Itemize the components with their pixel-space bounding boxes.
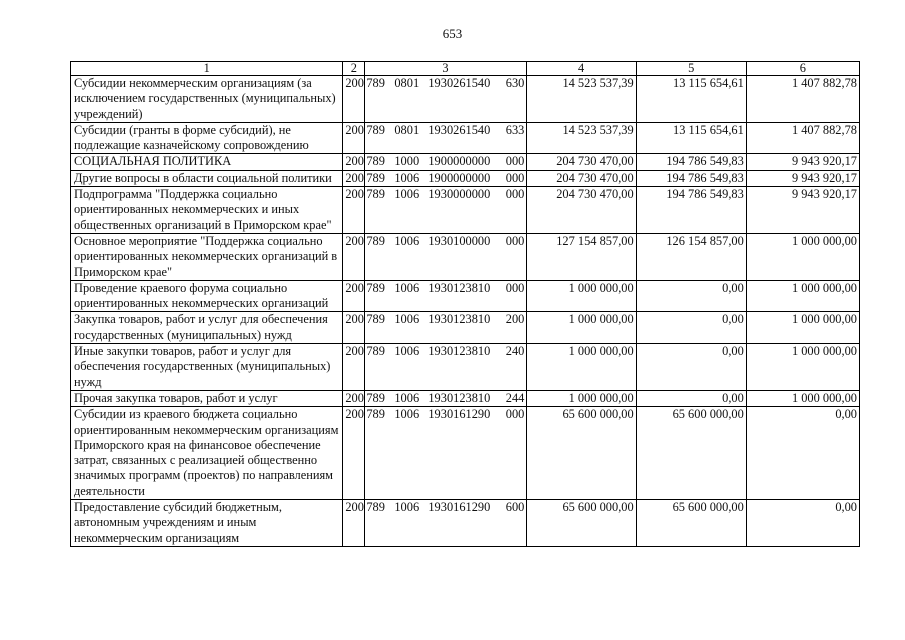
- row-amount-6-cell: 0,00: [746, 500, 859, 547]
- code-segment-3: 1930000000: [428, 187, 491, 202]
- row-classification-cell: [365, 390, 526, 406]
- code-segment-4: 630: [505, 76, 525, 90]
- budget-table: [70, 61, 860, 547]
- row-classification-cell: [365, 187, 526, 234]
- column-number-4: 4: [526, 62, 636, 76]
- code-segment-2: 1006: [394, 390, 420, 405]
- row-amount-5-cell: 126 154 857,00: [636, 233, 746, 280]
- table-row: [71, 154, 860, 170]
- code-segment-4: 000: [505, 407, 525, 422]
- table-row: [71, 76, 860, 123]
- table-row: [71, 390, 860, 406]
- row-code-cell: 200: [343, 312, 365, 344]
- row-amount-5-cell: 65 600 000,00: [636, 407, 746, 500]
- row-amount-6-cell: 1 407 882,78: [746, 76, 859, 123]
- code-segment-3: 1930123810: [428, 280, 491, 295]
- code-segment-1: 789: [366, 154, 385, 169]
- code-segment-4: 000: [505, 154, 525, 169]
- row-code-cell: 200: [343, 154, 365, 170]
- row-name-cell: Предоставление субсидий бюджетным, автономным учреждениям и иным некоммерческим организациям: [71, 500, 343, 547]
- table-row: [71, 170, 860, 186]
- row-amount-4-cell: 14 523 537,39: [526, 122, 636, 154]
- row-classification-cell: [365, 312, 526, 344]
- row-code-cell: 200: [343, 187, 365, 234]
- row-amount-4-cell: 1 000 000,00: [526, 390, 636, 406]
- code-segment-4: 000: [505, 233, 525, 248]
- row-code-cell: 200: [343, 407, 365, 500]
- code-segment-1: 789: [366, 500, 385, 515]
- row-amount-4-cell: 1 000 000,00: [526, 280, 636, 312]
- code-segment-4: 000: [505, 280, 525, 295]
- row-classification-cell: [365, 154, 526, 170]
- column-number-5: 5: [636, 62, 746, 76]
- row-name-cell: Иные закупки товаров, работ и услуг для обеспечения государственных (муниципальных) нужд: [71, 344, 343, 391]
- row-name-cell: Подпрограмма "Поддержка социально ориентированных некоммерческих и иных общественных организаций в Приморском крае": [71, 187, 343, 234]
- row-amount-4-cell: 14 523 537,39: [526, 76, 636, 123]
- row-classification-cell: [365, 122, 526, 154]
- row-amount-5-cell: 194 786 549,83: [636, 154, 746, 170]
- row-name-cell: Другие вопросы в области социальной политики: [71, 170, 343, 186]
- column-number-3: 3: [365, 62, 526, 76]
- row-name-cell: СОЦИАЛЬНАЯ ПОЛИТИКА: [71, 154, 343, 170]
- row-amount-4-cell: 1 000 000,00: [526, 344, 636, 391]
- code-segment-3: 1930161290: [428, 407, 491, 422]
- row-amount-5-cell: 0,00: [636, 390, 746, 406]
- row-amount-4-cell: 65 600 000,00: [526, 407, 636, 500]
- code-segment-3: 1930261540: [428, 122, 491, 137]
- code-segment-2: 1006: [394, 344, 420, 359]
- row-classification-cell: [365, 233, 526, 280]
- row-amount-4-cell: 204 730 470,00: [526, 170, 636, 186]
- code-segment-3: 1900000000: [428, 154, 491, 169]
- code-segment-1: 789: [366, 344, 385, 359]
- row-classification-cell: [365, 170, 526, 186]
- code-segment-4: 244: [505, 390, 525, 405]
- code-segment-3: 1930123810: [428, 390, 491, 405]
- row-name-cell: Субсидии некоммерческим организациям (за исключением государственных (муниципальных) учреждений): [71, 76, 343, 123]
- row-amount-4-cell: 65 600 000,00: [526, 500, 636, 547]
- code-segment-2: 1006: [394, 407, 420, 422]
- table-row: [71, 500, 860, 547]
- row-classification-cell: [365, 407, 526, 500]
- code-segment-2: 1006: [394, 187, 420, 202]
- code-segment-3: 1900000000: [428, 170, 491, 185]
- row-name-cell: Основное мероприятие "Поддержка социально ориентированных некоммерческих организаций в Приморском крае": [71, 233, 343, 280]
- code-segment-1: 789: [366, 233, 385, 248]
- row-code-cell: 200: [343, 170, 365, 186]
- code-segment-1: 789: [366, 76, 385, 90]
- row-amount-5-cell: 0,00: [636, 312, 746, 344]
- code-segment-2: 1006: [394, 233, 420, 248]
- row-amount-5-cell: 13 115 654,61: [636, 76, 746, 123]
- column-number-1: 1: [71, 62, 343, 76]
- code-segment-1: 789: [366, 187, 385, 202]
- code-segment-3: 1930100000: [428, 233, 491, 248]
- row-amount-5-cell: 13 115 654,61: [636, 122, 746, 154]
- row-amount-5-cell: 65 600 000,00: [636, 500, 746, 547]
- row-classification-cell: [365, 344, 526, 391]
- row-amount-6-cell: 1 000 000,00: [746, 312, 859, 344]
- table-header-row: [71, 62, 860, 76]
- row-amount-6-cell: 9 943 920,17: [746, 154, 859, 170]
- row-amount-6-cell: 9 943 920,17: [746, 187, 859, 234]
- row-amount-5-cell: 0,00: [636, 280, 746, 312]
- code-segment-2: 1000: [394, 154, 420, 169]
- row-name-cell: Проведение краевого форума социально ориентированных некоммерческих организаций: [71, 280, 343, 312]
- row-classification-cell: [365, 76, 526, 123]
- table-row: [71, 187, 860, 234]
- row-amount-6-cell: 1 000 000,00: [746, 344, 859, 391]
- column-number-6: 6: [746, 62, 859, 76]
- row-amount-6-cell: 1 407 882,78: [746, 122, 859, 154]
- row-amount-4-cell: 1 000 000,00: [526, 312, 636, 344]
- row-amount-5-cell: 194 786 549,83: [636, 187, 746, 234]
- row-name-cell: Субсидии из краевого бюджета социально ориентированным некоммерческим организациям Приморского края на финансовое обеспечение затрат, связанных с реализацией общественно значимых программ (проектов) по направлениям деятельности: [71, 407, 343, 500]
- row-name-cell: Прочая закупка товаров, работ и услуг: [71, 390, 343, 406]
- row-classification-cell: [365, 280, 526, 312]
- row-amount-6-cell: 1 000 000,00: [746, 390, 859, 406]
- code-segment-4: 633: [505, 122, 525, 137]
- row-amount-4-cell: 127 154 857,00: [526, 233, 636, 280]
- code-segment-2: 0801: [394, 122, 420, 137]
- code-segment-4: 000: [505, 170, 525, 185]
- table-row: [71, 122, 860, 154]
- code-segment-2: 1006: [394, 280, 420, 295]
- code-segment-4: 200: [505, 312, 525, 327]
- row-name-cell: Закупка товаров, работ и услуг для обеспечения государственных (муниципальных) нужд: [71, 312, 343, 344]
- code-segment-1: 789: [366, 122, 385, 137]
- code-segment-3: 1930261540: [428, 76, 491, 90]
- row-code-cell: 200: [343, 390, 365, 406]
- code-segment-1: 789: [366, 280, 385, 295]
- code-segment-3: 1930123810: [428, 312, 491, 327]
- row-classification-cell: [365, 500, 526, 547]
- code-segment-3: 1930161290: [428, 500, 491, 515]
- table-row: [71, 312, 860, 344]
- row-name-cell: Субсидии (гранты в форме субсидий), не подлежащие казначейскому сопровождению: [71, 122, 343, 154]
- code-segment-3: 1930123810: [428, 344, 491, 359]
- row-code-cell: 200: [343, 76, 365, 123]
- table-row: [71, 344, 860, 391]
- code-segment-1: 789: [366, 170, 385, 185]
- row-amount-6-cell: 0,00: [746, 407, 859, 500]
- row-code-cell: 200: [343, 233, 365, 280]
- code-segment-2: 1006: [394, 312, 420, 327]
- code-segment-1: 789: [366, 390, 385, 405]
- row-code-cell: 200: [343, 122, 365, 154]
- row-amount-4-cell: 204 730 470,00: [526, 154, 636, 170]
- page-number: 653: [442, 26, 463, 41]
- code-segment-4: 600: [505, 500, 525, 515]
- row-code-cell: 200: [343, 344, 365, 391]
- row-amount-5-cell: 194 786 549,83: [636, 170, 746, 186]
- code-segment-2: 1006: [394, 500, 420, 515]
- column-number-2: 2: [343, 62, 365, 76]
- table-row: [71, 233, 860, 280]
- row-amount-5-cell: 0,00: [636, 344, 746, 391]
- code-segment-2: 1006: [394, 170, 420, 185]
- row-amount-6-cell: 9 943 920,17: [746, 170, 859, 186]
- code-segment-4: 240: [505, 344, 525, 359]
- table-row: [71, 280, 860, 312]
- code-segment-2: 0801: [394, 76, 420, 90]
- row-amount-6-cell: 1 000 000,00: [746, 280, 859, 312]
- row-amount-4-cell: 204 730 470,00: [526, 187, 636, 234]
- row-code-cell: 200: [343, 500, 365, 547]
- code-segment-1: 789: [366, 407, 385, 422]
- row-code-cell: 200: [343, 280, 365, 312]
- row-amount-6-cell: 1 000 000,00: [746, 233, 859, 280]
- table-row: [71, 407, 860, 500]
- code-segment-1: 789: [366, 312, 385, 327]
- code-segment-4: 000: [505, 187, 525, 202]
